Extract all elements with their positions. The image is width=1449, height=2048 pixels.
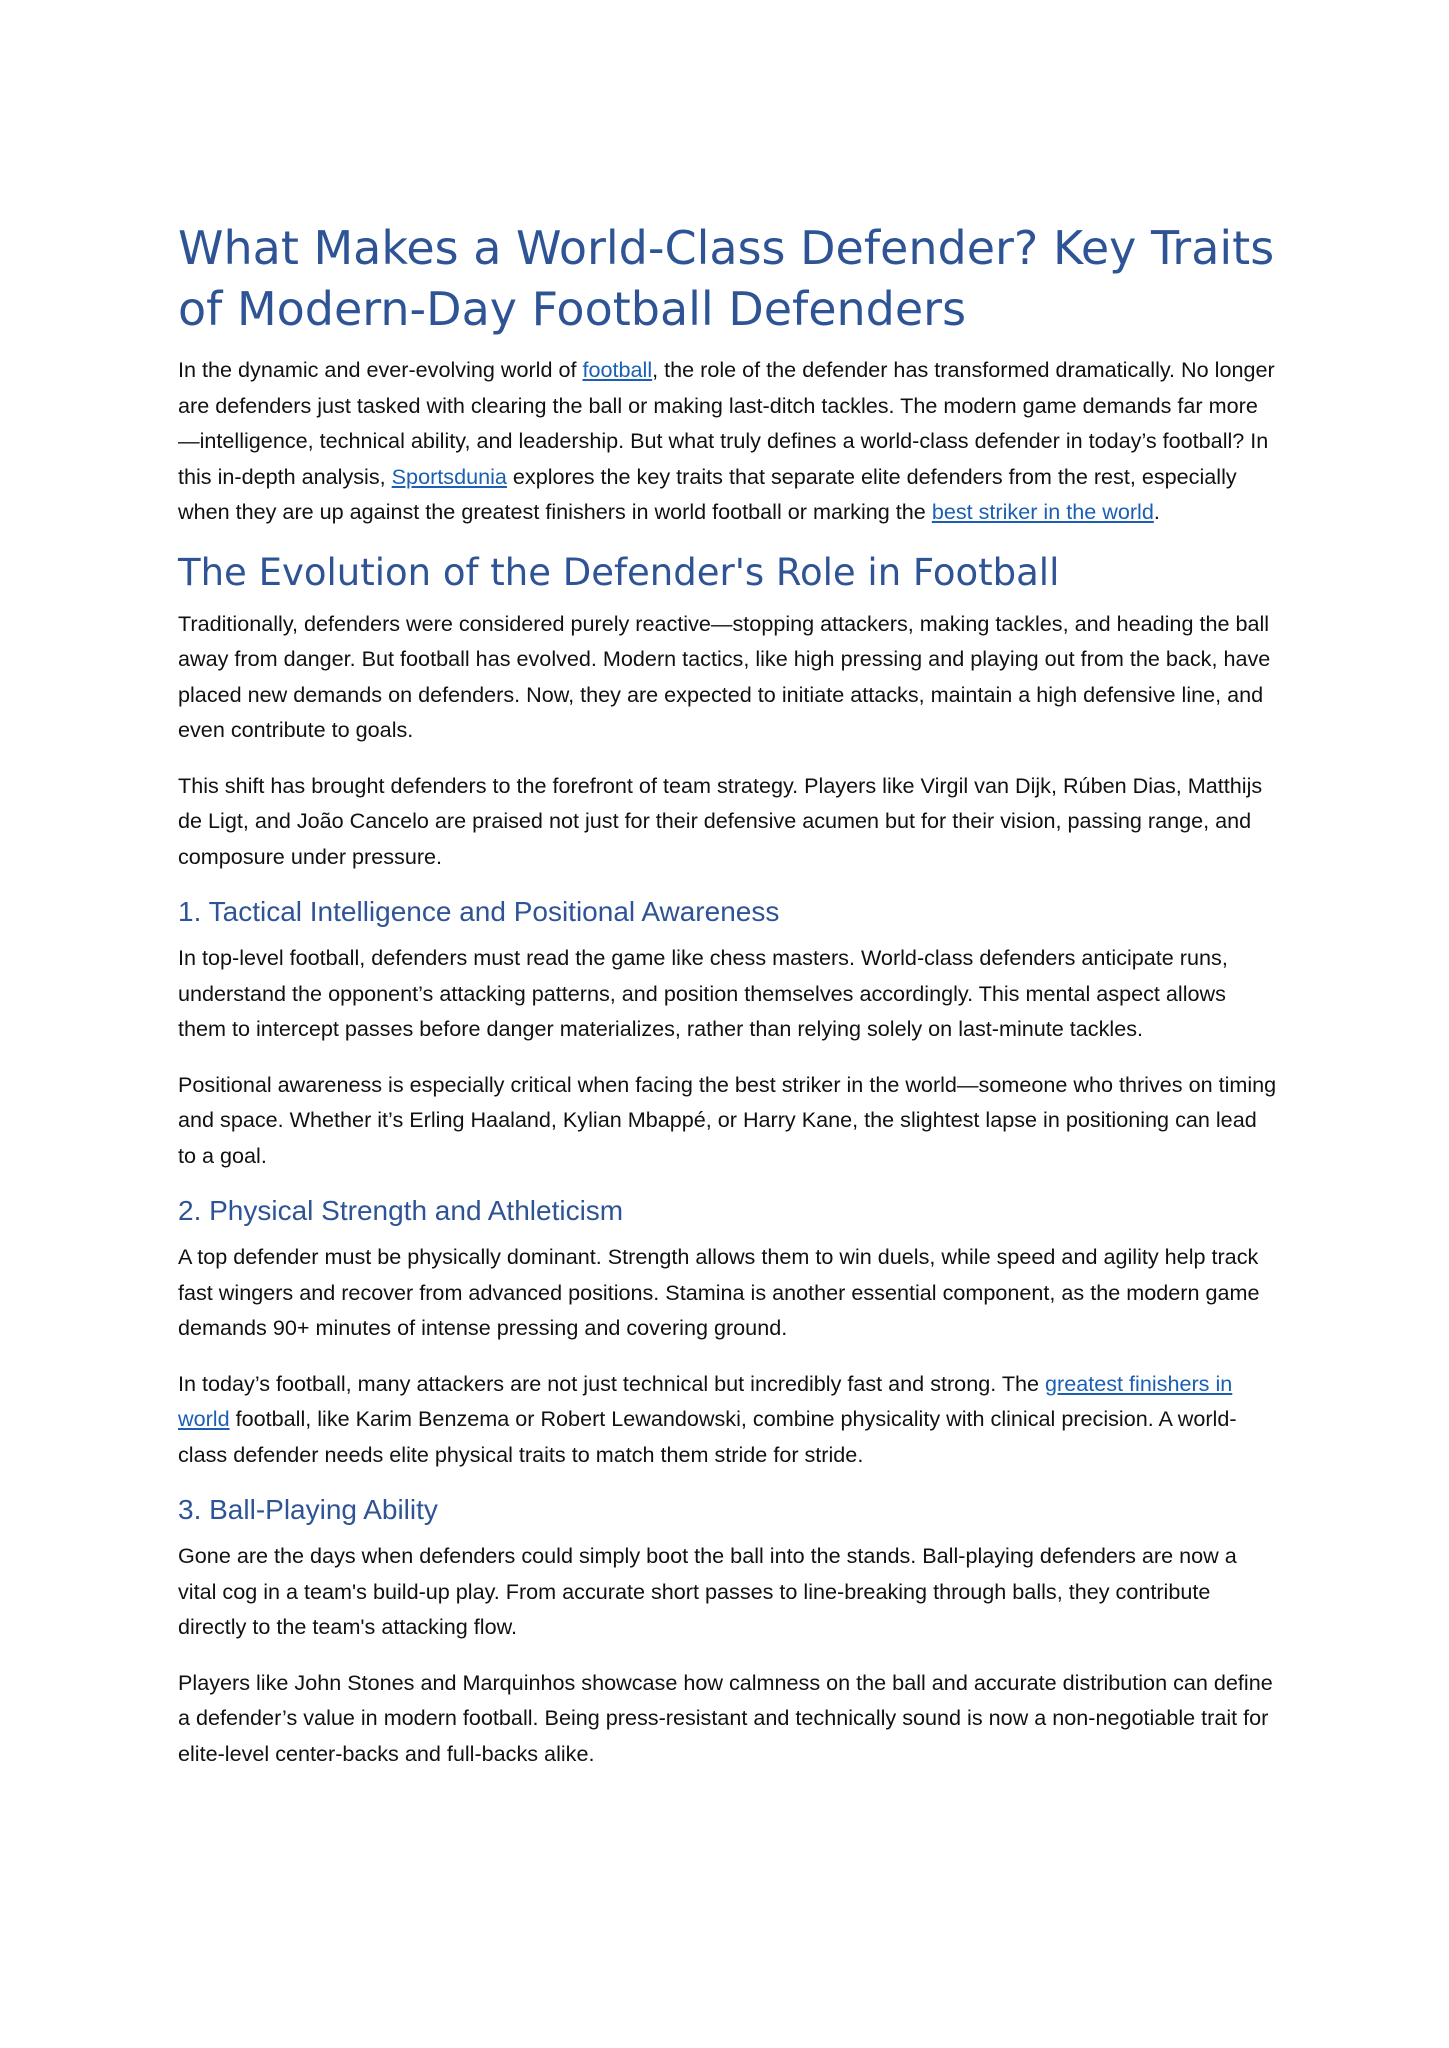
section-2-heading: 2. Physical Strength and Athleticism bbox=[178, 1195, 624, 1226]
document-page bbox=[178, 218, 1278, 1791]
best-striker-link[interactable]: best striker in the world bbox=[931, 499, 1154, 524]
article-title: What Makes a World-Class Defender? Key Traits of Modern-Day Football Defenders bbox=[178, 221, 1275, 336]
section-1-paragraph-2: Positional awareness is especially critical when facing the best striker in the world—someone who thrives on timing and space. Whether it’s Erling Haaland, Kylian Mbappé, or Harry Kane, the slightest lapse in positioning can lead to a goal. bbox=[178, 1071, 1277, 1168]
section-1-paragraph-1: In top-level football, defenders must read the game like chess masters. World-class defenders anticipate runs, understand the opponent’s attacking patterns, and position themselves accordingly. This mental aspect allows them to intercept passes before danger materializes, rather than relying solely on last-minute tackles. bbox=[178, 945, 1228, 1041]
football-link[interactable]: football bbox=[582, 357, 653, 382]
section-3-heading: 3. Ball-Playing Ability bbox=[178, 1494, 438, 1525]
intro-paragraph: In the dynamic and ever-evolving world of football, the role of the defender has transformed dramatically. No longer are defenders just tasked with clearing the ball or making last-ditch tackles. The modern game demands far more—intelligence, technical ability, and leadership. But what truly defines a world-class defender in today’s football? In this in-depth analysis, Sportsdunia explores the key traits that separate elite defenders from the rest, especially when they are up against the greatest finishers in world football or marking the best striker in the world. bbox=[178, 357, 1275, 524]
evolution-heading: The Evolution of the Defender's Role in Football bbox=[178, 550, 1060, 594]
evolution-paragraph-2: This shift has brought defenders to the forefront of team strategy. Players like Virgil van Dijk, Rúben Dias, Matthijs de Ligt, and João Cancelo are praised not just for their defensive acumen but for their vision, passing range, and composure under pressure. bbox=[178, 772, 1263, 869]
evolution-paragraph-1: Traditionally, defenders were considered purely reactive—stopping attackers, making tackles, and heading the ball away from danger. But football has evolved. Modern tactics, like high pressing and playing out from the back, have placed new demands on defenders. Now, they are expected to initiate attacks, maintain a high defensive line, and even contribute to goals. bbox=[178, 610, 1271, 742]
section-2-paragraph-2: In today’s football, many attackers are not just technical but incredibly fast and strong. The greatest finishers in world football, like Karim Benzema or Robert Lewandowski, combine physicality with clinical precision. A world-class defender needs elite physical traits to match them stride for stride. bbox=[178, 1370, 1237, 1467]
section-2-paragraph-1: A top defender must be physically dominant. Strength allows them to win duels, while speed and agility help track fast wingers and recover from advanced positions. Stamina is another essential component, as the modern game demands 90+ minutes of intense pressing and covering ground. bbox=[178, 1244, 1260, 1340]
section-1-heading: 1. Tactical Intelligence and Positional Awareness bbox=[178, 896, 780, 927]
sportsdunia-link[interactable]: Sportsdunia bbox=[391, 463, 507, 489]
section-3-paragraph-2: Players like John Stones and Marquinhos showcase how calmness on the ball and accurate distribution can define a defender’s value in modern football. Being press-resistant and technically sound is now a non-negotiable trait for elite-level center-backs and full-backs alike. bbox=[178, 1669, 1273, 1766]
greatest-finishers-link[interactable]: greatest finishers in world bbox=[178, 1370, 1233, 1431]
section-3-paragraph-1: Gone are the days when defenders could simply boot the ball into the stands. Ball-playing defenders are now a vital cog in a team's build-up play. From accurate short passes to line-breaking through balls, they contribute directly to the team's attacking flow. bbox=[178, 1543, 1237, 1639]
